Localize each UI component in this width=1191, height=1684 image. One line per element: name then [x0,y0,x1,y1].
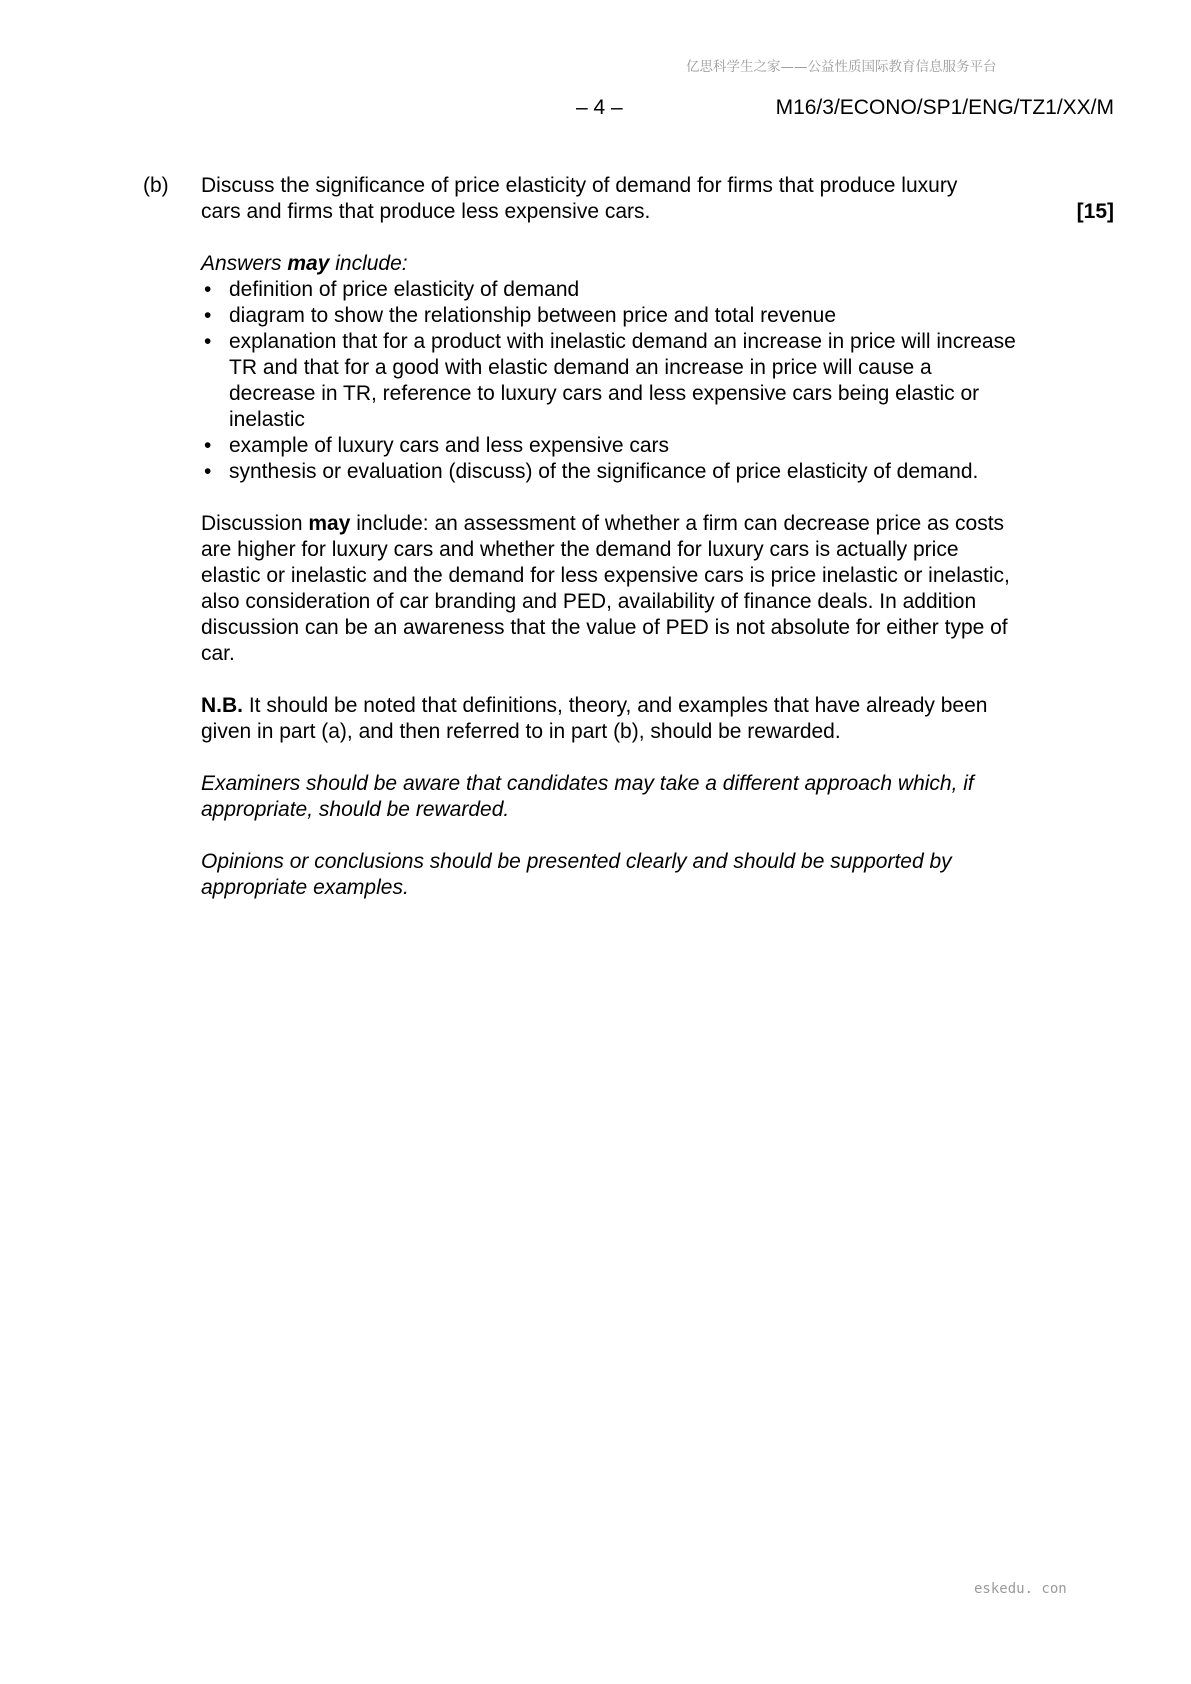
watermark-top-text: 亿思科学生之家——公益性质国际教育信息服务平台 [686,59,997,75]
list-item [201,459,1016,485]
answers-heading-bold: may [287,252,330,275]
discussion-bold: may [308,512,351,535]
discussion-pre: Discussion [201,512,309,535]
bullet-icon: • [204,434,212,457]
list-item [201,433,1016,459]
question-text: Discuss the significance of price elasticity of demand for firms that produce luxury cars and firms that produce less expensive cars. [201,174,958,223]
question-block [143,173,1114,901]
bullet-icon: • [204,304,212,327]
bullet-text: diagram to show the relationship between price and total revenue [229,304,837,327]
answers-heading-pre: Answers [201,252,288,275]
nb-text: It should be noted that definitions, theory, and examples that have already been given in part (a), and then referred to in part (b), should be rewarded. [201,694,988,743]
bullet-text: synthesis or evaluation (discuss) of the significance of price elasticity of demand. [229,460,979,483]
bullet-text: definition of price elasticity of demand [229,278,580,301]
paper-code: M16/3/ECONO/SP1/ENG/TZ1/XX/M [775,96,1114,119]
list-item [201,329,1016,433]
bullet-icon: • [204,278,212,301]
nb-paragraph [201,693,1016,745]
list-item [201,277,1016,303]
examiners-note: Examiners should be aware that candidates may take a different approach which, if appropriate, should be rewarded. [201,772,974,821]
nb-label: N.B. [201,694,243,717]
bullet-text: example of luxury cars and less expensive cars [229,434,670,457]
discussion-post: include: an assessment of whether a firm can decrease price as costs are higher for luxury cars and whether the demand for luxury cars is actually price elastic or inelastic and the demand for less expensive cars is price inelastic or inelastic, also consideration of car branding and PED, availability of finance deals. In addition discussion can be an awareness that the value of PED is not absolute for either type of car. [201,512,1010,665]
list-item [201,303,1016,329]
answers-bullet-list [201,277,1016,485]
bullet-icon: • [204,330,212,353]
watermark-bottom-text: eskedu. con [974,1581,1067,1597]
question-label: (b) [143,174,169,197]
question-row [143,173,1114,225]
bullet-text: explanation that for a product with inelastic demand an increase in price will increase TR and that for a good with elastic demand an increase in price will cause a decrease in TR, reference to luxury cars and less expensive cars being elastic or inelastic [229,330,1016,431]
opinions-note: Opinions or conclusions should be presented clearly and should be supported by appropriate examples. [201,850,952,899]
markscheme-content [201,251,1016,901]
answers-heading [201,251,1016,277]
answers-heading-post: include: [329,252,408,275]
question-marks: [15] [1076,200,1114,223]
discussion-paragraph [201,511,1016,667]
bullet-icon: • [204,460,212,483]
page-number: – 4 – [576,96,623,119]
